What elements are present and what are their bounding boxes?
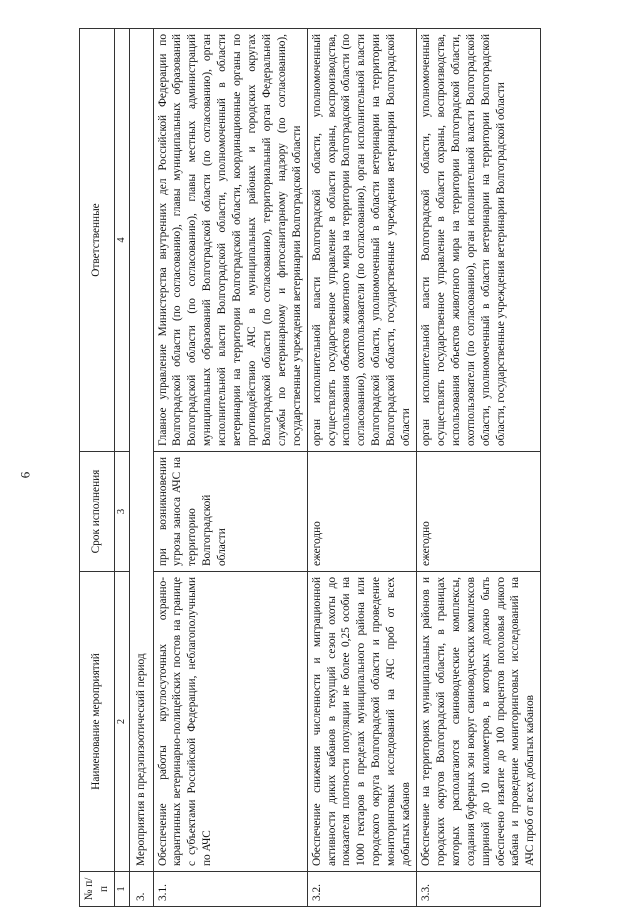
landscape-content xyxy=(79,29,640,907)
column-number: 2 xyxy=(114,572,129,872)
row-term: ежегодно xyxy=(307,452,416,572)
column-number: 1 xyxy=(114,872,129,907)
row-measure: Обеспечение работы круглосуточных охранно-карантинных ветеринарно-полицейских постов на границе с субъектами Российской Федерации, неблагополучными по АЧС xyxy=(153,572,307,872)
section-num: 3. xyxy=(129,872,153,907)
row-responsible: Главное управление Министерства внутренних дел Российской Федерации по Волгоградской области (по согласованию), главы муниципальных образований Волгоградской области (по согласованию), главы местных администраций муниципальных образований Волгоградской области (по согласованию), орган исполнительной власти Волгоградской области, уполномоченный в области ветеринарии на территории Волгоградской области, координационные органы по противодействию АЧС в муниципальных районах и городских округах Волгоградской области (по согласованию), территориальный орган Федеральной службы по ветеринарному и фитосанитарному надзору (по согласованию), государственные учреждения ветеринарии Волгоградской области xyxy=(153,29,307,452)
header-term: Срок исполнения xyxy=(80,452,115,572)
measures-table xyxy=(79,28,541,907)
row-num: 3.1. xyxy=(153,872,307,907)
row-term: ежегодно xyxy=(416,452,540,572)
page-number xyxy=(0,466,50,484)
row-responsible: орган исполнительной власти Волгоградской области, уполномоченный осуществлять государственное управление в области охраны, воспроизводства, использования объектов животного мира на территории Волгоградской области, охотпользователи (по согласованию), орган исполнительной власти Волгоградской области, уполномоченный в области ветеринарии на территории Волгоградской области, государственные учреждения ветеринарии Волгоградской области xyxy=(416,29,540,452)
table-row xyxy=(307,29,416,907)
row-term: при возникновении угрозы заноса АЧС на территорию Волгоградской области xyxy=(153,452,307,572)
row-responsible: орган исполнительной власти Волгоградской области, уполномоченный осуществлять государственное управление в области охраны, воспроизводства, использования объектов животного мира на территории Волгоградской области (по согласованию), охотпользователи (по согласованию), орган исполнительной власти Волгоградской области, уполномоченный в области ветеринарии на территории Волгоградской области, государственные учреждения ветеринарии Волгоградской области xyxy=(307,29,416,452)
table-row xyxy=(153,29,307,907)
header-num: № п/п xyxy=(80,872,115,907)
header-responsible: Ответственные xyxy=(80,29,115,452)
row-num: 3.2. xyxy=(307,872,416,907)
header-row xyxy=(80,29,115,907)
rotated-document xyxy=(79,29,640,907)
column-number: 4 xyxy=(114,29,129,452)
section-title: Мероприятия в предэпизоотический период xyxy=(129,29,153,872)
section-row xyxy=(129,29,153,907)
column-numbers-row xyxy=(114,29,129,907)
table-row xyxy=(416,29,540,907)
column-number: 3 xyxy=(114,452,129,572)
row-measure: Обеспечение на территориях муниципальных районов и городских округов Волгоградской области, в границах которых располагаются свиноводческие комплексы, создания буферных зон вокруг свиноводческих комплексов шириной до 10 километров, в которых должно быть обеспечено изъятие до 100 процентов поголовья дикого кабана и проведение мониторинговых исследований на АЧС проб от всех добытых кабанов xyxy=(416,572,540,872)
page-number-text: 6 xyxy=(17,471,32,479)
row-measure: Обеспечение снижения численности и миграционной активности диких кабанов в текущий сезон охоты до показателя плотности популяции не более 0,25 особи на 1000 гектаров в пределах муниципального района или городского округа Волгоградской области и проведение мониторинговых исследований на АЧС проб от всех добытых кабанов xyxy=(307,572,416,872)
header-name: Наименование мероприятий xyxy=(80,572,115,872)
row-num: 3.3. xyxy=(416,872,540,907)
